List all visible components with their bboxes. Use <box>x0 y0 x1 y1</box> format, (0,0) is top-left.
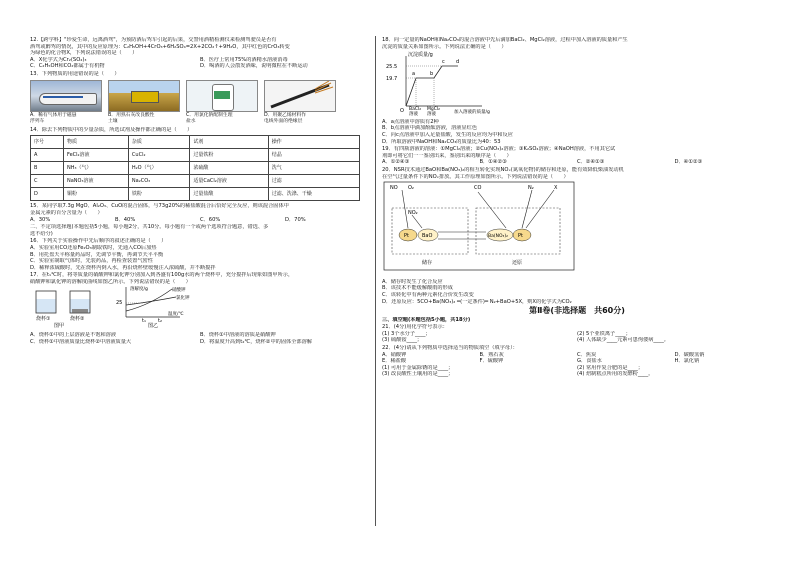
precipitate-graph <box>382 50 532 116</box>
table-cell: NH₃（气） <box>63 162 128 175</box>
option-d-caption: 电线外面的绝缘层 <box>264 119 303 125</box>
section-heading: 三、填空题(本题包括5小题，共18分) <box>382 316 471 323</box>
table-row <box>31 188 360 201</box>
option-d: D．稀释浓硫酸时，先在烧杯内倒入水，再沿烧杯壁缓慢注入浓硫酸，并不断搅拌 <box>30 264 216 271</box>
co-label: CO <box>474 185 482 192</box>
point-b-label: b <box>430 71 434 78</box>
option-b-caption: B．用熟石灰改良酸性 <box>108 112 155 118</box>
question-13 <box>30 71 370 125</box>
no-label: NO <box>390 185 398 192</box>
table-row <box>31 175 360 188</box>
option-c: C．60% <box>200 216 221 223</box>
question-text: 15．某同学取7.3g MgO、Al₂O₃、CuO的混合固体，与73g20%的稀盐酸混合后恰好完全反应，则该混合固体中 <box>30 203 289 210</box>
table-cell: Na₂CO₃ <box>128 175 189 188</box>
option-b: B．用托盘天平称量药品时，先调节平衡，再调节天平平衡 <box>30 251 164 258</box>
question-text: 14．除去下列物质中的少量杂质，所选试剂及操作都正确的是（ ） <box>30 126 193 133</box>
option-a: A．X化学式为Cr₂(SO₄)₃ <box>30 56 87 63</box>
no2-label: NO₂ <box>408 210 418 217</box>
option-b: B．烧杯①中溶液的溶质是硝酸钾 <box>200 332 276 339</box>
x-axis-label: 加入溶液的质量/g <box>454 110 490 116</box>
right-column <box>382 36 772 378</box>
cable-icon <box>265 81 335 111</box>
option-a: A．实验室用CO还原Fe₂O₃制取铁时，先通入CO后加热 <box>30 244 157 251</box>
section-heading: 二、不定项选择题(本题包括5小题，每小题2分，共10分。每小题有一个或两个选项符合题意，错选、多 <box>30 224 269 231</box>
table-header: 物质 <box>63 136 128 149</box>
question-18 <box>382 37 772 145</box>
left-column <box>30 36 370 345</box>
option-b: B．40% <box>115 216 136 223</box>
x-label-bacl2: BaCl₂ <box>409 107 422 113</box>
table-cell: 铜粉 <box>63 188 128 201</box>
question-16 <box>30 238 370 271</box>
option-a-caption: 浮列车 <box>30 119 45 125</box>
choice: G．食盐水 <box>577 358 602 365</box>
choice: C．焦炭 <box>577 351 597 358</box>
table-cell: 过滤 <box>268 175 359 188</box>
question-17 <box>30 272 370 345</box>
table-cell: 结晶 <box>268 149 359 162</box>
option-c: C．②④①③ <box>577 159 605 166</box>
blank-item: (4) 人体缺少____元素可患佝偻病____。 <box>577 337 669 344</box>
x-label-mgcl2: MgCl₂ <box>427 107 440 113</box>
option-a-figure <box>30 80 102 125</box>
option-d: D．将温度升高到t₂℃，烧杯②中的固体全部溶解 <box>200 338 312 345</box>
blank-item: (2) 5个亚铁离子____； <box>577 330 631 337</box>
y-tick-25: 25 <box>116 300 123 307</box>
option-b: B．医疗上常用75%的酒精水溶液消毒 <box>200 56 288 63</box>
table-cell: D <box>31 188 64 201</box>
blank-item: (3) 改良酸性土壤用的是____； <box>382 371 454 378</box>
option-d: D．所取溶液中NaOH和Na₂CO₃的质量比为40：53 <box>382 138 501 145</box>
n2-label: N₂ <box>528 185 534 192</box>
table-cell: 浓硫酸 <box>190 162 268 175</box>
choice: F．硫酸钾 <box>479 358 504 365</box>
question-text: 12.【跨学科】"珍爱生命，远离酒驾"，为预防酒后驾车引起的后果，交警用酒精检测仪来检测驾驶员是否有 <box>30 37 277 43</box>
reduce-label: 还原 <box>512 260 523 267</box>
option-b: B．b点溶液中滴加酚酞溶液，溶液显红色 <box>382 125 478 132</box>
table-cell: FeCl₂溶液 <box>63 149 128 162</box>
series-label-kcl: 氯化钾 <box>176 296 190 302</box>
table-header: 操作 <box>268 136 359 149</box>
option-d: D．还原反应：5CO+Ba(NO₃)₂ ═(一定条件)═ N₂+BaO+5X，则X的化学式为CO₂ <box>382 298 572 305</box>
choice: H．氯化钠 <box>674 358 700 365</box>
question-19 <box>382 146 772 166</box>
question-22 <box>382 345 772 378</box>
x-tick-t2: t₂ <box>158 318 162 325</box>
table-cell: B <box>31 162 64 175</box>
x-label: X <box>554 185 558 192</box>
bano3-label: Ba(NO₃)₂ <box>488 234 508 240</box>
option-c: C．向c点溶液中加入足量盐酸，发生的反应均为中和反应 <box>382 131 513 138</box>
question-text: 22．(4分)请从下列物质中选择适当的物质填空（填字母）： <box>382 345 518 352</box>
choice: E．稀盐酸 <box>382 358 407 365</box>
option-c-caption: 盐水 <box>186 119 196 125</box>
table-cell: 洗气 <box>268 162 359 175</box>
blank-item: (4) 焙制糕点所用的发酵粉____。 <box>577 371 654 378</box>
question-text: 21．(4分)用化学符号表示： <box>382 324 448 331</box>
question-text: 金属元素的百分含量为（ ） <box>30 209 103 216</box>
question-text: 沉淀的质量关系如图所示。下列说法正确的是（ ） <box>382 43 507 50</box>
table-header: 试剂 <box>190 136 268 149</box>
x-tick-t1: t₁ <box>142 318 146 325</box>
saline-bottle-image <box>186 80 258 112</box>
option-a: A．a点溶液中溶质有2种 <box>382 118 439 125</box>
option-a: A．烧杯①中的上层溶液是不饱和溶液 <box>30 332 117 339</box>
point-d-label: d <box>456 59 460 66</box>
figure-a-label: 图甲 <box>54 323 65 330</box>
question-12 <box>30 37 370 70</box>
blank-item: (3) 硫酸铵____； <box>382 337 423 344</box>
table-cell: H₂O（气） <box>128 162 189 175</box>
point-a-label: a <box>412 71 416 78</box>
pt-label: Pt <box>518 233 523 240</box>
option-c: C．烧杯①中溶液质量比烧杯②中溶液质量大 <box>30 338 132 345</box>
question-text: 硝酸钾和氯化钾的溶解度曲线如图乙所示。下列说法错误的是（ ） <box>30 278 191 285</box>
option-d: D．70% <box>285 216 306 223</box>
option-d-figure <box>264 80 336 125</box>
option-b-caption: 土壤 <box>108 119 118 125</box>
beaker-2-label: 烧杯② <box>70 316 85 323</box>
choice: A．硝酸钾 <box>382 351 407 358</box>
x-axis-label: 温度/℃ <box>168 312 184 318</box>
solubility-figure <box>30 285 230 329</box>
question-text: 酒驾或醉驾的情况，其中的反应原理为：C₂H₅OH+4CrO₃+6H₂SO₄=2X+2CO₂↑+9H₂O，其中红色的CrO₃转变 <box>30 43 290 50</box>
x-label-solution: 溶液 <box>427 112 436 117</box>
option-b: B．①④②③ <box>479 159 507 166</box>
table-cell: 适量CaCl₂溶液 <box>190 175 268 188</box>
pt-label: Pt <box>404 233 409 240</box>
option-c: C．实验室制取气体时，先装药品，再检查装置气密性 <box>30 258 153 265</box>
option-a: A．储存时发生了化合反应 <box>382 278 443 285</box>
question-text: 18．向一定量的NaOH和Na₂CO₃的混合溶液中先后滴加BaCl₂、MgCl₂溶液，过程中加入溶液的质量和产生 <box>382 37 628 43</box>
option-a: A．①②④③ <box>382 159 410 166</box>
question-20 <box>382 167 772 305</box>
table-cell: A <box>31 149 64 162</box>
question-14 <box>30 127 370 202</box>
maglev-train-image <box>30 80 102 112</box>
question-15 <box>30 203 370 223</box>
option-c: C．C₂H₅OH和CO₂都属于有机物 <box>30 63 105 70</box>
table-row <box>31 149 360 162</box>
store-label: 储存 <box>422 260 433 267</box>
table-cell: 过量铁粉 <box>190 149 268 162</box>
blank-item: (1) 3个水分子____； <box>382 330 431 337</box>
bao-label: BaO <box>422 233 433 240</box>
option-d: D．喝酒的人会散发酒味，说明微粒在不断运动 <box>200 63 308 70</box>
table-cell: 过滤、洗涤、干燥 <box>268 188 359 201</box>
question-text: 在空气过量条件下的NOₓ排放。其工作原理如图所示。下列说法错误的是（ ） <box>382 173 569 180</box>
option-a: A．30% <box>30 216 51 223</box>
y-tick-25-5: 25.5 <box>386 64 398 71</box>
origin-label: O <box>400 108 404 115</box>
section-two-heading <box>30 224 370 237</box>
blank-item: (1) 可用于金属除锈的是____； <box>382 364 454 371</box>
table-cell: 过量盐酸 <box>190 188 268 201</box>
question-text: 为绿色的化合物X，下列说法错误的是（ ） <box>30 50 138 57</box>
point-c-label: c <box>442 59 445 66</box>
beaker-1-label: 烧杯① <box>36 316 51 323</box>
option-c-caption: C．用氯化钠配制生理 <box>186 112 233 118</box>
table-cell: CuCl₂ <box>128 149 189 162</box>
choice: D．碳酸氢钠 <box>674 351 705 358</box>
y-tick-19-7: 19.7 <box>386 76 398 83</box>
choice: B．熟石灰 <box>479 351 504 358</box>
option-c: C．该转化中有两种元素化合价发生改变 <box>382 291 474 298</box>
question-text: 17．在t₁℃时，将等质量的硝酸钾和氯化钾分别加入到各盛有100g水的两个烧杯中，充分搅拌后现象如图甲所示， <box>30 272 294 279</box>
blank-item: (2) 常用作复合肥的是____； <box>577 364 644 371</box>
column-divider <box>375 36 376 526</box>
table-header: 序号 <box>31 136 64 149</box>
impurity-table <box>30 135 360 201</box>
y-axis-label: 沉淀质量/g <box>408 52 433 59</box>
table-cell: NaNO₃溶液 <box>63 175 128 188</box>
o2-label: O₂ <box>408 185 414 192</box>
option-c-figure <box>186 80 258 125</box>
x-label-solution: 溶液 <box>409 112 418 117</box>
section-heading: 选不给分) <box>30 230 53 237</box>
table-row <box>31 162 360 175</box>
question-text: 16．下列关于实验操作中先后顺序的叙述正确的是（ ） <box>30 238 167 245</box>
question-text: 剂即可将它们一一鉴别出来，鉴别出来的顺序是（ ） <box>382 152 512 159</box>
table-cell: 铁粉 <box>128 188 189 201</box>
question-21 <box>382 324 772 344</box>
question-text: 19．有四瓶溶液的溶液：①MgCl₂溶液；②Cu(NO₃)₂溶液；③K₂SO₄溶液；④NaOH溶液，不用其它试 <box>382 146 616 153</box>
series-label-kno3: 硝酸钾 <box>172 288 186 294</box>
option-d-caption: D．用聚乙烯材料作 <box>264 112 307 118</box>
option-a-caption: A．稀有气体用于磁悬 <box>30 112 77 118</box>
part-two-title: 第Ⅱ卷(非选择题 共60分) <box>529 306 625 316</box>
electric-cable-image <box>264 80 336 112</box>
nsr-diagram <box>382 180 582 276</box>
figure-b-label: 图乙 <box>148 323 159 330</box>
option-d: D．④①②③ <box>674 159 703 166</box>
question-text: 13．下列物质的用途错误的是（ ） <box>30 70 120 77</box>
option-b-figure <box>108 80 180 125</box>
y-axis-label: 溶解度/g <box>130 287 148 293</box>
table-header-row <box>31 136 360 149</box>
table-cell: C <box>31 175 64 188</box>
option-b: B．该技术不能缓解酸雨的形成 <box>382 285 453 292</box>
question-text: 20．NSR技术通过BaO和Ba(NO₃)₂的相互转化实现NOₓ(氮氧化物)的储存和还原，能有效降低柴油发动机 <box>382 166 624 173</box>
table-header: 杂质 <box>128 136 189 149</box>
exam-page <box>30 36 770 526</box>
farm-field-image <box>108 80 180 112</box>
